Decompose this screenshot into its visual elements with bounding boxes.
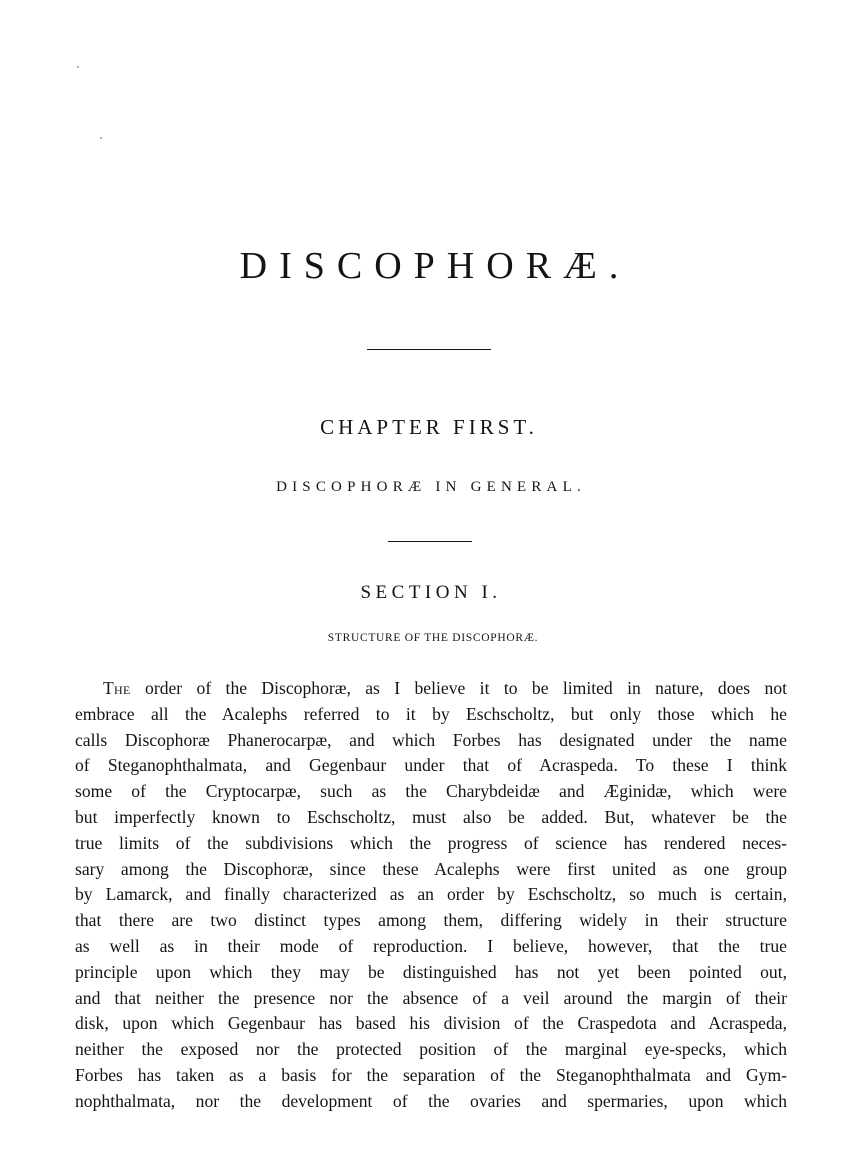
body-line: sary among the Discophoræ, since these Acalephs were first united as one group xyxy=(75,858,787,879)
body-line: that there are two distinct types among them, differing widely in their structure xyxy=(75,910,787,931)
body-line: but imperfectly known to Eschscholtz, must also be added. But, whatever be the xyxy=(75,806,787,827)
scan-speck xyxy=(77,66,79,68)
body-line: disk, upon which Gegenbaur has based his division of the Craspedota and Acraspeda, xyxy=(75,1013,787,1034)
body-line: calls Discophoræ Phanerocarpæ, and which Forbes has designated under the name xyxy=(75,729,787,750)
body-line: of Steganophthalmata, and Gegenbaur under that of Acraspeda. To these I think xyxy=(75,755,787,776)
body-line: neither the exposed nor the protected position of the marginal eye-specks, which xyxy=(75,1039,787,1060)
body-line: some of the Cryptocarpæ, such as the Charybdeidæ and Æginidæ, which were xyxy=(75,781,787,802)
lead-word: The xyxy=(103,678,131,698)
body-line: and that neither the presence nor the absence of a veil around the margin of their xyxy=(75,987,787,1008)
body-line: as well as in their mode of reproduction. I believe, however, that the true xyxy=(75,935,787,956)
scan-speck xyxy=(100,137,102,139)
section-heading: SECTION I. xyxy=(360,582,502,603)
divider-rule xyxy=(367,349,491,350)
section-title: STRUCTURE OF THE DISCOPHORÆ. xyxy=(327,632,539,644)
page-title: DISCOPHORÆ. xyxy=(239,245,631,287)
body-line: true limits of the subdivisions which the progress of science has rendered neces- xyxy=(75,832,787,853)
body-line: nophthalmata, nor the development of the ovaries and spermaries, upon which xyxy=(75,1090,787,1111)
body-line: by Lamarck, and finally characterized as an order by Eschscholtz, so much is certain, xyxy=(75,884,787,905)
divider-rule xyxy=(388,541,472,542)
chapter-subheading: DISCOPHORÆ IN GENERAL. xyxy=(276,479,586,495)
body-line: Forbes has taken as a basis for the separation of the Steganophthalmata and Gym- xyxy=(75,1064,787,1085)
body-line: embrace all the Acalephs referred to it by Eschscholtz, but only those which he xyxy=(75,703,787,724)
body-line: The order of the Discophoræ, as I believe it to be limited in nature, does not xyxy=(103,678,787,698)
chapter-heading: CHAPTER FIRST. xyxy=(320,415,538,439)
body-line: principle upon which they may be distinguished has not yet been pointed out, xyxy=(75,961,787,982)
body-text xyxy=(75,676,787,1115)
